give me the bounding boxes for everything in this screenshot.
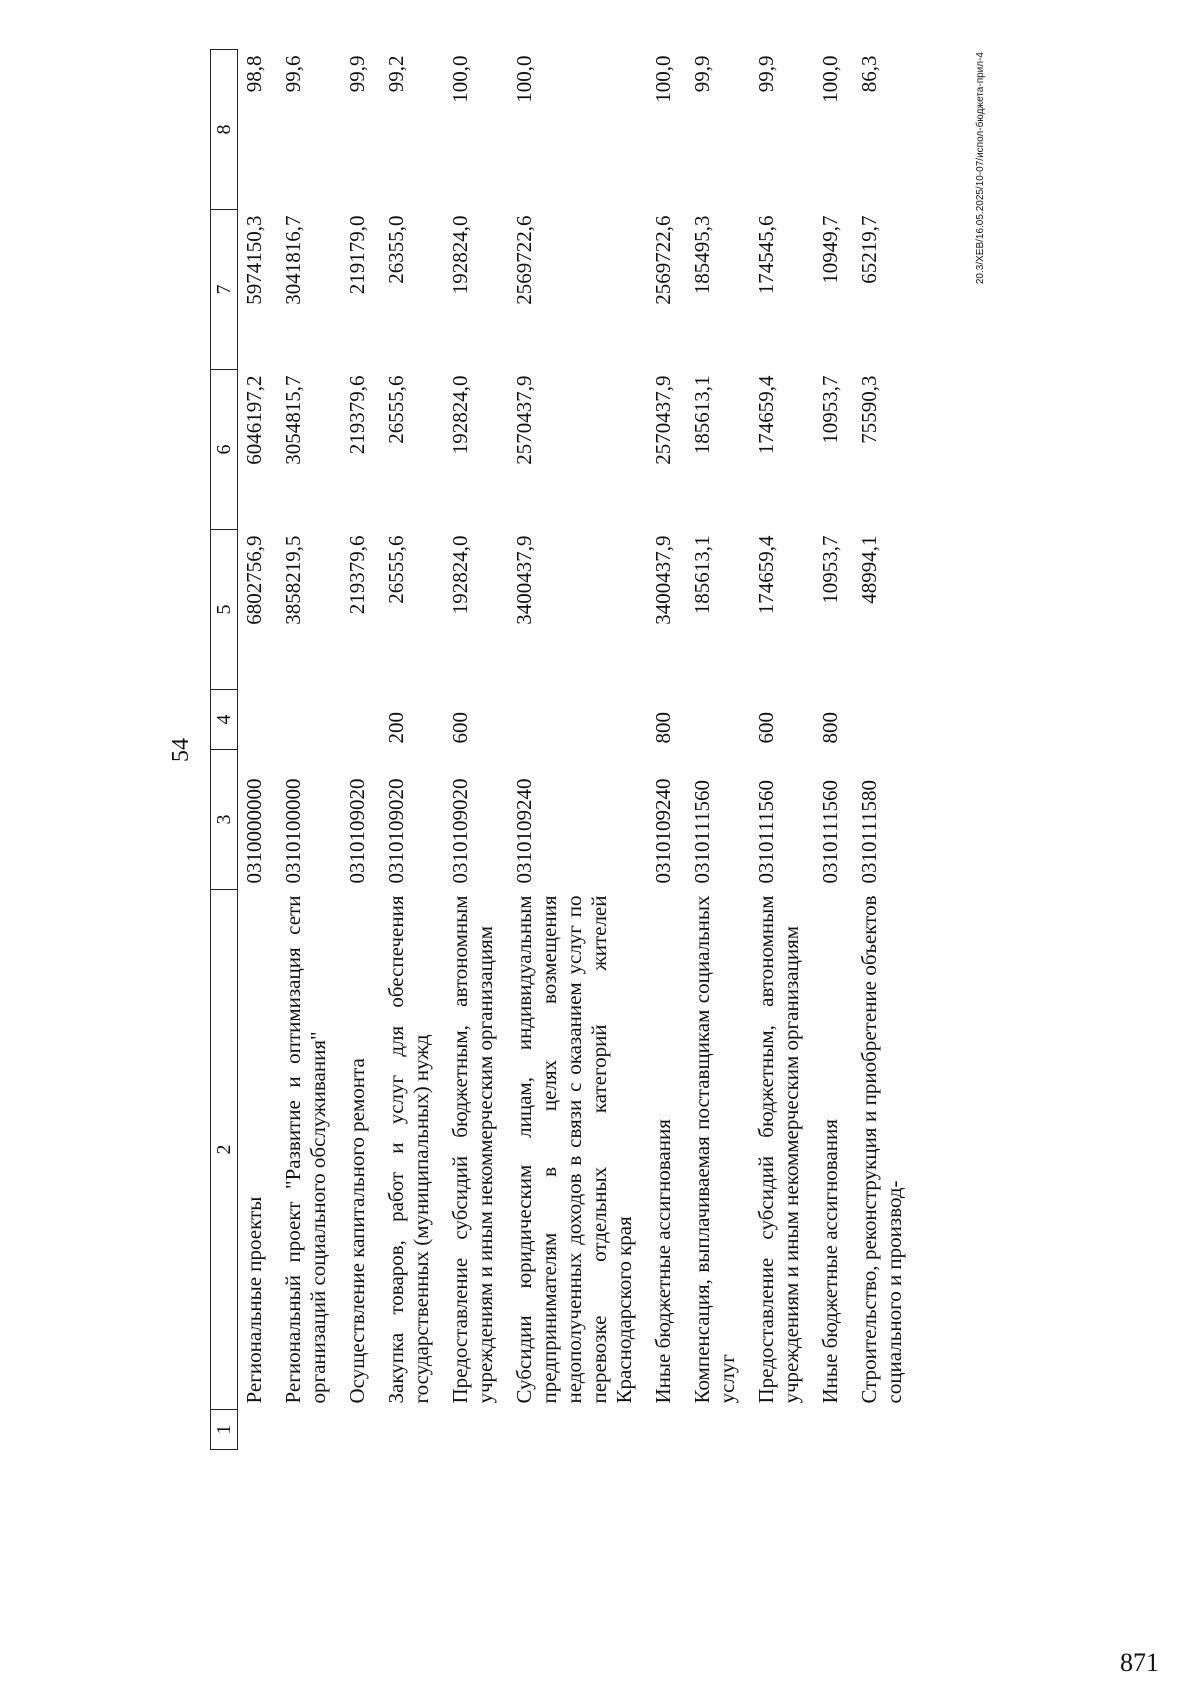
row-code: 0310111560	[754, 780, 778, 884]
table-row	[647, 50, 686, 1450]
row-value-5: 6802756,9	[242, 535, 266, 625]
row-value-6: 6046197,2	[242, 375, 266, 465]
row-value-8: 99,2	[384, 55, 408, 93]
header-col-4: 4	[211, 690, 238, 750]
row-code: 0310109020	[384, 778, 408, 884]
row-value-7: 185495,3	[690, 215, 714, 295]
row-name: Иные бюджетные ассигнования	[651, 1119, 675, 1404]
row-value-5: 219379,6	[345, 535, 369, 615]
table-header-row	[211, 50, 238, 1450]
header-col-3: 3	[211, 750, 238, 890]
table-row	[380, 50, 444, 1450]
row-value-6: 2570437,9	[651, 375, 675, 465]
row-index-cell	[750, 1410, 814, 1450]
row-type	[238, 690, 278, 750]
row-value-7: 219179,0	[345, 215, 369, 295]
row-code: 0310111560	[690, 780, 714, 884]
row-name: Компенсация, выплачиваемая поставщикам социальных услуг	[690, 895, 739, 1404]
row-name: Региональные проекты	[242, 1196, 266, 1404]
row-value-6: 75590,3	[857, 375, 881, 444]
row-value-5: 10953,7	[818, 535, 842, 604]
row-value-5: 26555,6	[384, 535, 408, 604]
row-index-cell	[508, 1410, 647, 1450]
row-code: 0310109020	[448, 778, 472, 884]
row-value-7: 65219,7	[857, 215, 881, 284]
rotated-table-sheet	[160, 50, 1000, 1450]
row-index-cell	[444, 1410, 508, 1450]
row-value-5: 3400437,9	[651, 535, 675, 625]
row-type	[686, 690, 750, 750]
header-col-2: 2	[211, 890, 238, 1410]
row-code: 0310109240	[651, 778, 675, 884]
row-index-cell	[277, 1410, 341, 1450]
row-type	[508, 690, 647, 750]
document-footer-path: 20.3/ХЕВ/16.05.2025/10-07/испол-бюджета-прил-4	[975, 52, 986, 285]
header-col-7: 7	[211, 210, 238, 370]
sheet-page-number: 871	[1120, 1648, 1159, 1677]
row-code: 0310000000	[242, 778, 266, 884]
row-type: 600	[754, 712, 778, 744]
row-name: Субсидии юридическим лицам, индивидуальным предпринимателям в целях возмещения недополученных доходов в связи с оказанием услуг по перевозке отдельных категорий жителей Краснодарского края	[512, 895, 636, 1404]
table-row	[444, 50, 508, 1450]
header-col-1: 1	[211, 1410, 238, 1450]
row-value-8: 99,9	[690, 55, 714, 93]
row-value-6: 2570437,9	[512, 375, 536, 465]
table-row	[341, 50, 380, 1450]
row-code: 0310109020	[345, 778, 369, 884]
row-value-5: 174659,4	[754, 535, 778, 615]
table-row	[853, 50, 917, 1450]
table-row	[238, 50, 278, 1450]
row-value-6: 174659,4	[754, 375, 778, 455]
header-col-8: 8	[211, 50, 238, 210]
row-value-5: 3858219,5	[281, 535, 305, 625]
row-index-cell	[380, 1410, 444, 1450]
budget-table	[210, 49, 917, 1450]
row-index-cell	[647, 1410, 686, 1450]
row-name: Закупка товаров, работ и услуг для обеспечения государственных (муниципальных) нужд	[384, 895, 433, 1404]
row-value-6: 3054815,7	[281, 375, 305, 465]
row-value-8: 86,3	[857, 55, 881, 93]
row-value-7: 2569722,6	[512, 215, 536, 305]
row-value-8: 99,9	[754, 55, 778, 93]
row-value-6: 219379,6	[345, 375, 369, 455]
row-value-7: 192824,0	[448, 215, 472, 295]
row-value-5: 48994,1	[857, 535, 881, 604]
row-value-6: 10953,7	[818, 375, 842, 444]
header-col-6: 6	[211, 370, 238, 530]
row-value-6: 192824,0	[448, 375, 472, 455]
row-value-7: 5974150,3	[242, 215, 266, 305]
row-value-5: 3400437,9	[512, 535, 536, 625]
row-name: Предоставление субсидий бюджетным, автономным учреждениям и иным некоммерческим организациям	[754, 895, 803, 1404]
row-value-8: 100,0	[448, 55, 472, 103]
row-value-8: 99,6	[281, 55, 305, 93]
row-value-7: 2569722,6	[651, 215, 675, 305]
table-row	[508, 50, 647, 1450]
row-type	[277, 690, 341, 750]
row-value-8: 100,0	[651, 55, 675, 103]
row-value-8: 100,0	[818, 55, 842, 103]
table-row	[750, 50, 814, 1450]
row-value-8: 98,8	[242, 55, 266, 93]
row-value-5: 185613,1	[690, 535, 714, 615]
row-type: 600	[448, 712, 472, 744]
row-value-5: 192824,0	[448, 535, 472, 615]
row-value-7: 26355,0	[384, 215, 408, 284]
row-index-cell	[238, 1410, 278, 1450]
row-code: 0310100000	[281, 778, 305, 884]
row-type: 200	[384, 712, 408, 744]
row-type: 800	[818, 712, 842, 744]
row-code: 0310111580	[857, 780, 881, 884]
row-value-7: 174545,6	[754, 215, 778, 295]
row-name: Осуществление капитального ремонта	[345, 1058, 369, 1404]
row-index-cell	[814, 1410, 853, 1450]
row-value-6: 26555,6	[384, 375, 408, 444]
row-type	[341, 690, 380, 750]
row-index-cell	[686, 1410, 750, 1450]
row-name: Иные бюджетные ассигнования	[818, 1119, 842, 1404]
header-col-5: 5	[211, 530, 238, 690]
page-top-number: 54	[168, 738, 194, 762]
row-value-7: 10949,7	[818, 215, 842, 284]
row-code: 0310109240	[512, 778, 536, 884]
row-type	[853, 690, 917, 750]
table-row	[277, 50, 341, 1450]
table-row	[686, 50, 750, 1450]
row-name: Региональный проект "Развитие и оптимизация сети организаций социального обслуживания"	[281, 895, 330, 1404]
row-index-cell	[853, 1410, 917, 1450]
row-name: Строительство, реконструкция и приобретение объектов социального и производ-	[857, 895, 906, 1404]
row-index-cell	[341, 1410, 380, 1450]
row-name: Предоставление субсидий бюджетным, автономным учреждениям и иным некоммерческим организациям	[448, 895, 497, 1404]
row-value-8: 99,9	[345, 55, 369, 93]
row-value-7: 3041816,7	[281, 215, 305, 305]
row-code: 0310111560	[818, 780, 842, 884]
row-type: 800	[651, 712, 675, 744]
row-value-8: 100,0	[512, 55, 536, 103]
table-row	[814, 50, 853, 1450]
row-value-6: 185613,1	[690, 375, 714, 455]
